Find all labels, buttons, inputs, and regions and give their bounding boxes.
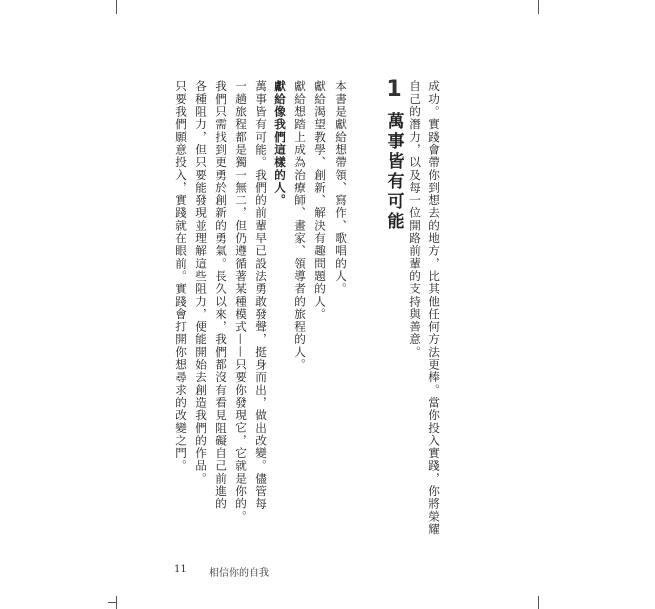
chapter-number: 1 [386,77,402,102]
crop-mark-bottom-left [116,596,117,609]
crop-mark-top-left [116,0,117,14]
text-column: 自己的潛力，以及每一位開路前輩的支持與善意。 [408,80,422,359]
text-column: 各種阻力，但只要能發現並理解這些阻力，便能開始去創造我們的作品。 [194,80,208,485]
text-column: 只要我們願意投入，實踐就在眼前。實踐會打開你想尋求的改變之門。 [174,80,188,473]
text-column: 我們只需找到更勇於創新的勇氣。長久以來，我們都沒有看見阻礙自己前進的 [214,80,228,511]
crop-mark-top-right [538,0,539,14]
text-column: 本書是獻給想帶領、寫作、歌唱的人。 [334,80,348,296]
crop-mark-bottom-left-h [108,602,116,603]
text-column: 獻給想踏上成為治療師、畫家、領導者的旅程的人。 [293,80,307,371]
text-column: 一趟旅程都是獨一無二，但仍遵循著某種模式——只要你發現它，它就是你的。 [234,80,248,523]
chapter-title: 萬事皆有可能 [383,112,404,232]
text-column: 成功。實踐會帶你到想去的地方，比其他任何方法更棒。當你投入實踐，你將榮耀 [427,80,441,536]
text-column: 獻給渴望教學、創新、解決有趣問題的人。 [313,80,327,321]
text-column-emphasis: 獻給像我們這樣的人。 [273,80,287,207]
crop-mark-bottom-right [538,596,539,609]
page-number: 11 [174,564,187,575]
text-column: 萬事皆有可能。我們的前輩早已設法勇敢發聲，挺身而出，做出改變。儘管每 [254,80,268,511]
running-footer-title: 相信你的自我 [209,568,269,579]
